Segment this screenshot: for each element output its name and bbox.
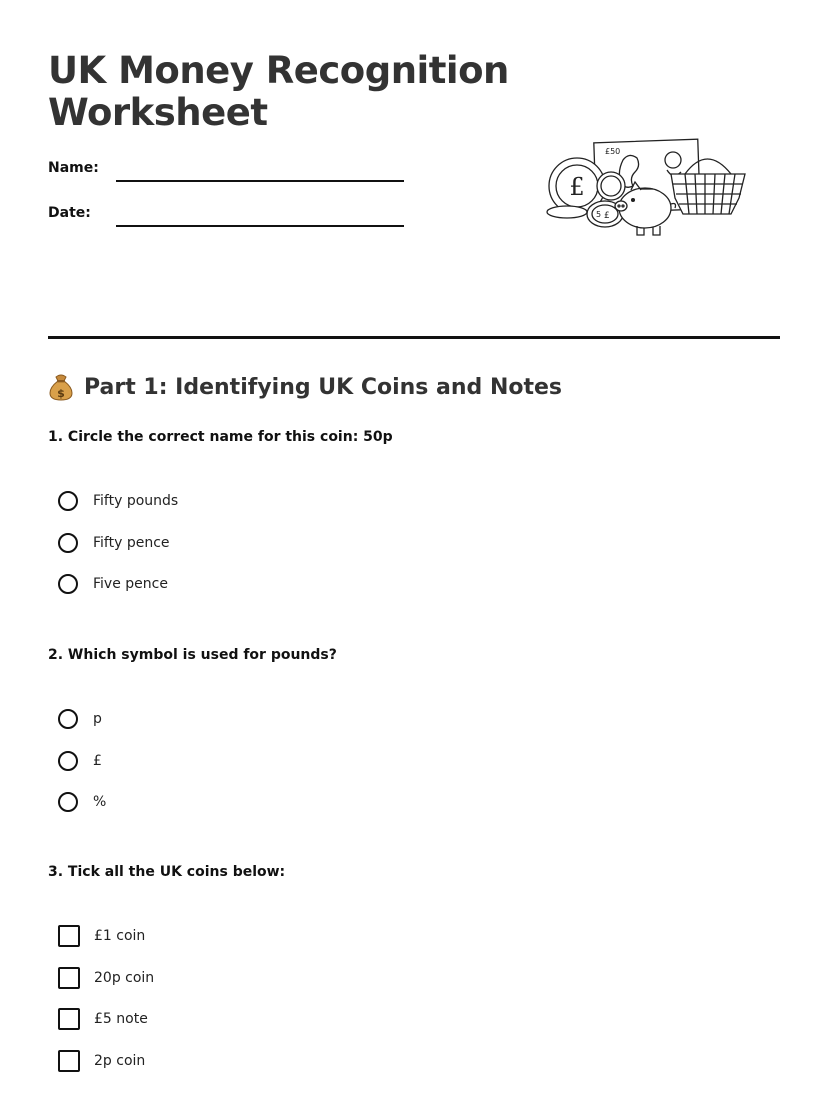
radio-button[interactable] [58,574,78,594]
date-label: Date: [48,205,91,221]
svg-text:$: $ [57,387,65,400]
date-field[interactable] [116,225,404,227]
q1-option-3[interactable] [58,574,168,594]
checkbox[interactable] [58,925,80,947]
checkbox[interactable] [58,1050,80,1072]
question-2: 2. Which symbol is used for pounds? [48,647,337,663]
part1-title [48,373,562,401]
option-label: £1 coin [94,928,146,944]
option-label: Fifty pence [93,535,170,551]
name-label: Name: [48,160,99,176]
q2-option-3[interactable] [58,792,106,812]
section-divider [48,336,780,339]
worksheet-title: UK Money Recognition Worksheet [48,49,509,134]
question-3: 3. Tick all the UK coins below: [48,864,286,880]
money-and-shopping-illustration-icon [545,138,750,240]
small-coin-symbol: £ [604,211,610,221]
option-label: £ [93,753,102,769]
radio-button[interactable] [58,709,78,729]
option-label: Five pence [93,576,168,592]
pound-coin-symbol: £ [569,173,585,201]
option-label: Fifty pounds [93,493,179,509]
option-label: 20p coin [94,970,155,986]
radio-button[interactable] [58,792,78,812]
radio-button[interactable] [58,751,78,771]
q2-option-2[interactable] [58,751,102,771]
q2-option-1[interactable] [58,709,102,729]
q1-option-1[interactable] [58,491,178,511]
option-label: 2p coin [94,1053,146,1069]
name-field[interactable] [116,180,404,182]
money-bag-icon [48,373,74,401]
banknote-label: £50 [605,147,621,156]
option-label: % [93,794,107,810]
question-1: 1. Circle the correct name for this coin: 50p [48,429,393,445]
radio-button[interactable] [58,533,78,553]
q3-option-4[interactable] [58,1050,145,1072]
small-coin-label: 5 [596,210,602,219]
checkbox[interactable] [58,967,80,989]
q3-option-2[interactable] [58,967,154,989]
checkbox[interactable] [58,1008,80,1030]
q3-option-3[interactable] [58,1008,148,1030]
q3-option-1[interactable] [58,925,145,947]
part1-title-text: Part 1: Identifying UK Coins and Notes [84,374,563,400]
option-label: p [93,711,102,727]
radio-button[interactable] [58,491,78,511]
option-label: £5 note [94,1011,148,1027]
q1-option-2[interactable] [58,533,170,553]
